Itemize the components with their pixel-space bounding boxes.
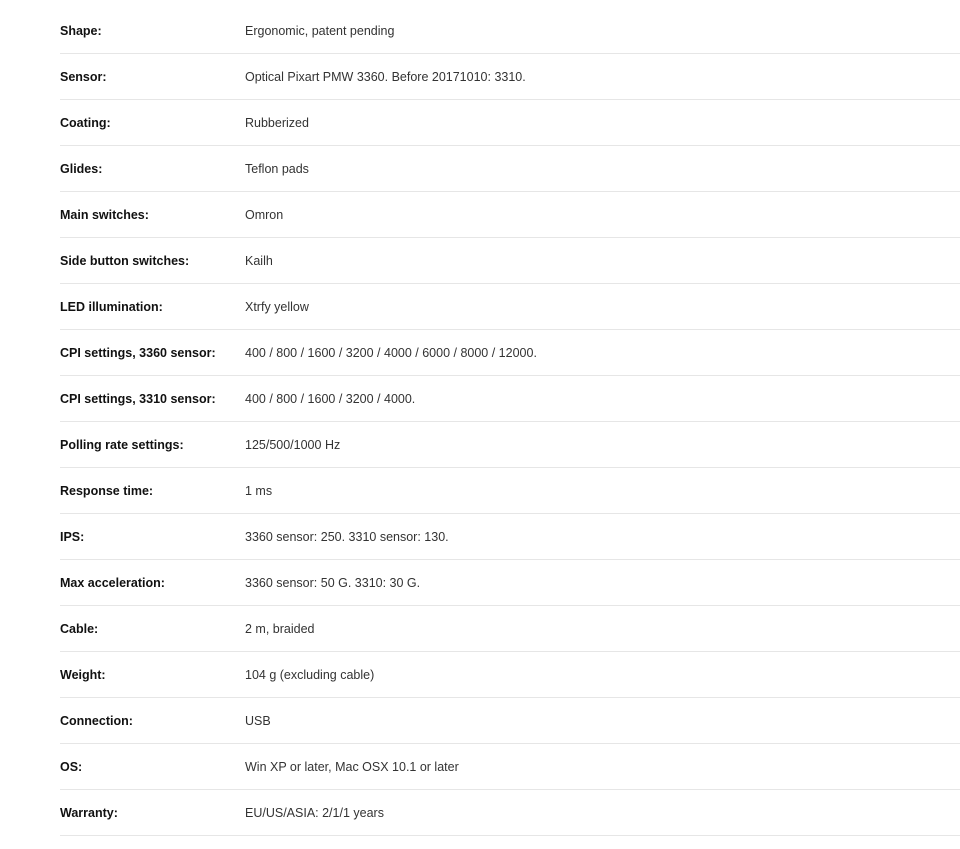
spec-row-cpi-3310: [60, 376, 960, 422]
spec-value: 104 g (excluding cable): [245, 667, 375, 682]
spec-value: 400 / 800 / 1600 / 3200 / 4000 / 6000 / 8000 / 12000.: [245, 345, 537, 360]
spec-row-cable: [60, 606, 960, 652]
spec-row-os: [60, 744, 960, 790]
spec-row-ips: [60, 514, 960, 560]
spec-value: Optical Pixart PMW 3360. Before 20171010: 3310.: [245, 69, 526, 84]
spec-value: Rubberized: [245, 115, 309, 130]
spec-value: Ergonomic, patent pending: [245, 23, 395, 38]
spec-row-max-acceleration: [60, 560, 960, 606]
spec-row-sensor: [60, 54, 960, 100]
spec-row-polling-rate: [60, 422, 960, 468]
spec-label: OS:: [60, 759, 83, 774]
spec-row-shape: [60, 8, 960, 54]
spec-row-side-button-switches: [60, 238, 960, 284]
spec-label: IPS:: [60, 529, 85, 544]
spec-label: Main switches:: [60, 207, 149, 222]
spec-value: 1 ms: [245, 483, 273, 498]
spec-label: CPI settings, 3310 sensor:: [60, 391, 216, 406]
spec-value: 3360 sensor: 250. 3310 sensor: 130.: [245, 529, 449, 544]
spec-row-connection: [60, 698, 960, 744]
spec-value: Win XP or later, Mac OSX 10.1 or later: [245, 759, 459, 774]
spec-label: Shape:: [60, 23, 102, 38]
spec-label: Cable:: [60, 621, 99, 636]
spec-value: 400 / 800 / 1600 / 3200 / 4000.: [245, 391, 416, 406]
spec-row-main-switches: [60, 192, 960, 238]
spec-value: USB: [245, 713, 271, 728]
spec-value: Xtrfy yellow: [245, 299, 309, 314]
spec-row-coating: [60, 100, 960, 146]
spec-label: Max acceleration:: [60, 575, 165, 590]
spec-value: 2 m, braided: [245, 621, 315, 636]
spec-row-response-time: [60, 468, 960, 514]
spec-label: Response time:: [60, 483, 154, 498]
spec-label: Glides:: [60, 161, 103, 176]
spec-value: Kailh: [245, 253, 273, 268]
spec-value: EU/US/ASIA: 2/1/1 years: [245, 805, 384, 820]
spec-label: Connection:: [60, 713, 133, 728]
spec-value: 125/500/1000 Hz: [245, 437, 341, 452]
spec-row-weight: [60, 652, 960, 698]
spec-value: 3360 sensor: 50 G. 3310: 30 G.: [245, 575, 421, 590]
spec-label: Warranty:: [60, 805, 118, 820]
spec-row-warranty: [60, 790, 960, 836]
spec-label: LED illumination:: [60, 299, 163, 314]
spec-table: [60, 8, 960, 836]
spec-label: Polling rate settings:: [60, 437, 184, 452]
spec-label: Coating:: [60, 115, 111, 130]
spec-row-led-illumination: [60, 284, 960, 330]
spec-value: Teflon pads: [245, 161, 309, 176]
spec-label: Sensor:: [60, 69, 107, 84]
spec-value: Omron: [245, 207, 284, 222]
spec-row-glides: [60, 146, 960, 192]
spec-label: Side button switches:: [60, 253, 190, 268]
spec-label: Weight:: [60, 667, 106, 682]
spec-row-cpi-3360: [60, 330, 960, 376]
spec-label: CPI settings, 3360 sensor:: [60, 345, 216, 360]
